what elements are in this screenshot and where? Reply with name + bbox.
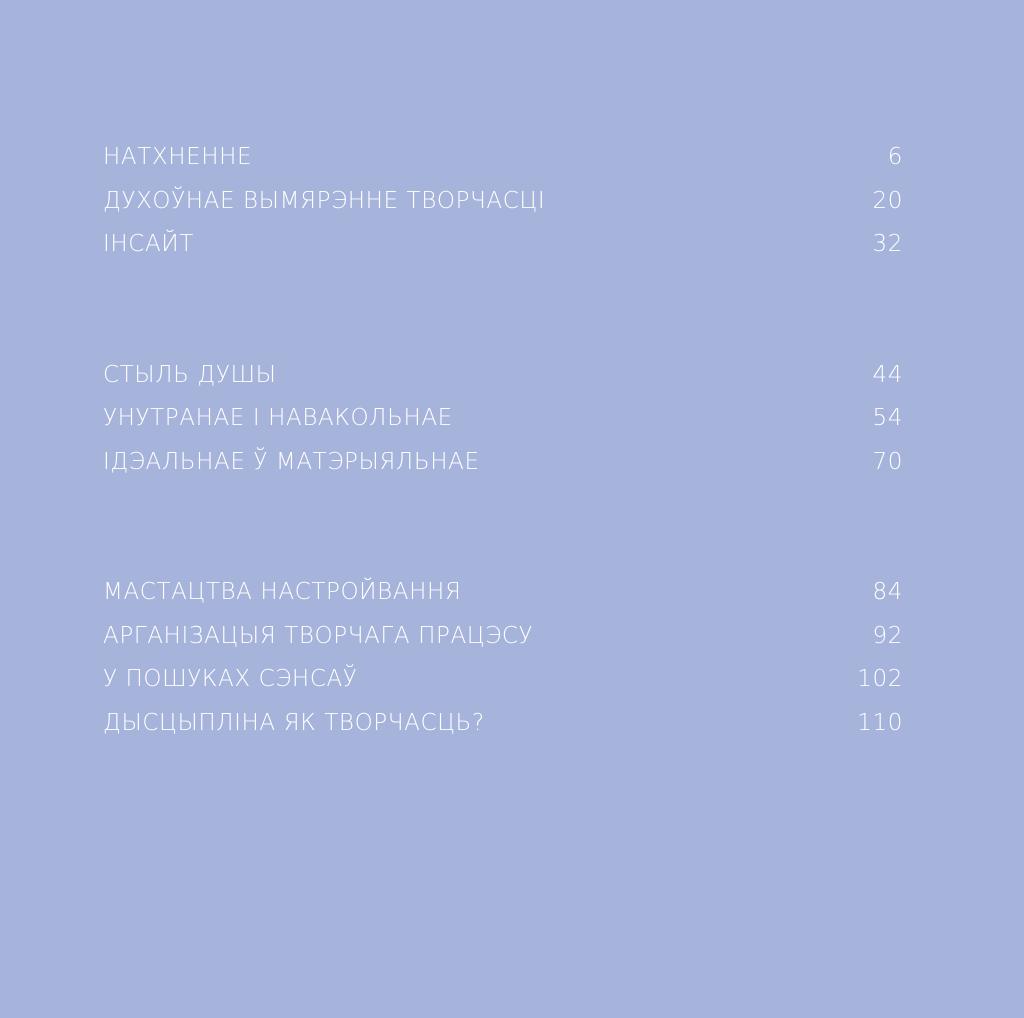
- toc-entry: [103, 702, 903, 746]
- toc-entry-page-number: 44: [872, 361, 903, 388]
- toc-entry: [103, 658, 903, 702]
- toc-list: [103, 136, 903, 745]
- toc-entry-page-number: 110: [857, 709, 903, 736]
- toc-entry-page-number: 102: [857, 666, 903, 692]
- toc-entry-page-number: 32: [872, 231, 903, 257]
- toc-entry-title: У ПОШУКАХ СЭНСАЎ: [103, 666, 358, 692]
- toc-entry-title: ІНСАЙТ: [103, 231, 194, 257]
- toc-entry-page-number: 6: [887, 144, 903, 170]
- toc-entry-title: УНУТРАНАЕ І НАВАКОЛЬНАЕ: [103, 405, 453, 431]
- toc-entry: [103, 223, 903, 267]
- toc-entry-title: МАСТАЦТВА НАСТРОЙВАННЯ: [103, 579, 462, 605]
- toc-entry: [103, 441, 903, 485]
- toc-group: [103, 571, 903, 745]
- toc-entry-title: НАТХНЕННЕ: [103, 144, 253, 170]
- toc-entry: [103, 571, 903, 615]
- toc-entry: [103, 397, 903, 441]
- toc-entry: [103, 180, 903, 224]
- toc-entry: [103, 615, 903, 659]
- toc-entry-page-number: 70: [872, 448, 903, 475]
- toc-group: [103, 136, 903, 267]
- toc-entry: [103, 354, 903, 398]
- toc-entry-page-number: 84: [872, 579, 903, 605]
- toc-entry-title: ДУХОЎНАЕ ВЫМЯРЭННЕ ТВОРЧАСЦІ: [103, 187, 546, 214]
- toc-entry-page-number: 20: [872, 187, 903, 214]
- toc-entry: [103, 136, 903, 180]
- toc-entry-page-number: 92: [872, 622, 903, 649]
- toc-group: [103, 354, 903, 485]
- toc-entry-page-number: 54: [872, 405, 903, 431]
- toc-entry-title: СТЫЛЬ ДУШЫ: [103, 361, 277, 388]
- toc-entry-title: АРГАНІЗАЦЫЯ ТВОРЧАГА ПРАЦЭСУ: [103, 622, 534, 649]
- toc-entry-title: ДЫСЦЫПЛІНА ЯК ТВОРЧАСЦЬ?: [103, 709, 485, 736]
- toc-entry-title: ІДЭАЛЬНАЕ Ў МАТЭРЫЯЛЬНАЕ: [103, 448, 480, 475]
